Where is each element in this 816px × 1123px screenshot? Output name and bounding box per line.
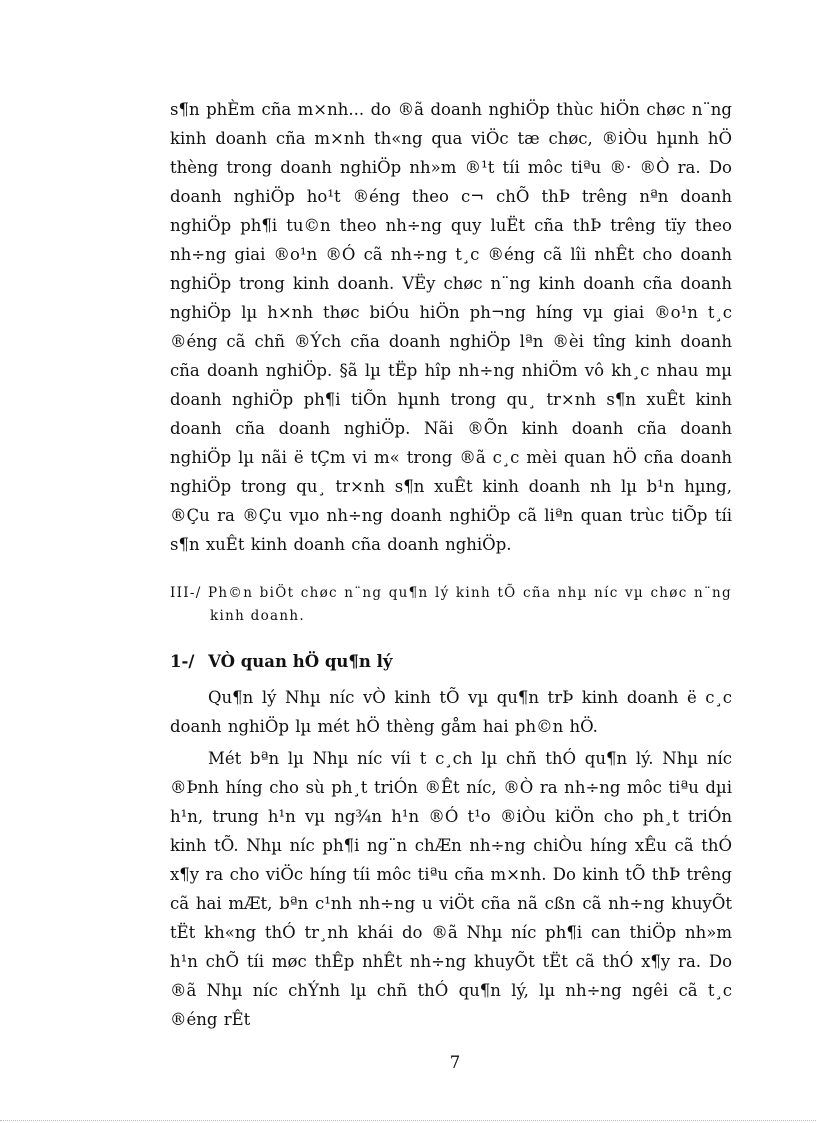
body-paragraph: s¶n phÈm cña m×nh... do ®ã doanh nghiÖp thùc hiÖn chøc n¨ng kinh doanh cña m×nh th«ng qua viÖc tæ chøc, ®iÒu hµnh hÖ thèng trong doanh nghiÖp nh»m ®¹t tíi môc tiªu ®· ®Ò ra. Do doanh nghiÖp ho¹t ®éng theo c¬ chÕ thÞ trêng nªn doanh nghiÖp ph¶i tu©n theo nh÷ng quy luËt cña thÞ trêng tïy theo nh÷ng giai ®o¹n ®Ó cã nh÷ng t¸c ®éng cã lîi nhÊt cho doanh nghiÖp trong kinh doanh. VËy chøc n¨ng kinh doanh cña doanh nghiÖp lµ h×nh thøc biÓu hiÖn ph¬ng híng vµ giai ®o¹n t¸c ®éng cã chñ ®Ých cña doanh nghiÖp lªn ®èi tîng kinh doanh cña doanh nghiÖp. §ã lµ tËp hîp nh÷ng nhiÖm vô kh¸c nhau mµ doanh nghiÖp ph¶i tiÕn hµnh trong qu¸ tr×nh s¶n xuÊt kinh doanh cña doanh nghiÖp. Nãi ®Õn kinh doanh cña doanh nghiÖp lµ nãi ë tÇm vi m« trong ®ã c¸c mèi quan hÖ cña doanh nghiÖp trong qu¸ tr×nh s¶n xuÊt kinh doanh nh lµ b¹n hµng, ®Çu ra ®Çu vµo nh÷ng doanh nghiÖp cã liªn quan trùc tiÕp tíi s¶n xuÊt kinh doanh cña doanh nghiÖp. bbox=[170, 100, 732, 554]
subsection-heading bbox=[170, 647, 732, 676]
subsection-heading-block bbox=[170, 647, 732, 676]
body-paragraph: Mét bªn lµ Nhµ níc víi t c¸ch lµ chñ thÓ qu¶n lý. Nhµ níc ®Þnh híng cho sù ph¸t triÓn ®Êt níc, ®Ò ra nh÷ng môc tiªu dµi h¹n, trung h¹n vµ ng¾n h¹n ®Ó t¹o ®iÒu kiÖn cho ph¸t triÓn kinh tÕ. Nhµ níc ph¶i ng¨n chÆn nh÷ng chiÒu híng xÊu cã thÓ x¶y ra cho viÖc híng tíi môc tiªu cña m×nh. Do kinh tÕ thÞ trêng cã hai mÆt, bªn c¹nh nh÷ng u viÖt cña nã cßn cã nh÷ng khuyÕt tËt kh«ng thÓ tr¸nh khái do ®ã Nhµ níc ph¶i can thiÖp nh»m h¹n chÕ tíi møc thÊp nhÊt nh÷ng khuyÕt tËt cã thÓ x¶y ra. Do ®ã Nhµ níc chÝnh lµ chñ thÓ qu¶n lý, lµ nh÷ng ngêi cã t¸c ®éng rÊt bbox=[170, 749, 732, 1029]
subsection-title: VÒ quan hÖ qu¶n lý bbox=[208, 652, 393, 671]
section-heading-block bbox=[170, 582, 732, 628]
body-paragraph: Qu¶n lý Nhµ níc vÒ kinh tÕ vµ qu¶n trÞ kinh doanh ë c¸c doanh nghiÖp lµ mét hÖ thèng gåm hai ph©n hÖ. bbox=[170, 688, 732, 736]
body-text-top bbox=[170, 95, 732, 559]
page-bottom-divider bbox=[0, 1120, 816, 1121]
section-heading: III-/ Ph©n biÖt chøc n¨ng qu¶n lý kinh tÕ cña nhµ níc vµ chøc n¨ng kinh doanh. bbox=[170, 585, 732, 624]
body-text-bottom bbox=[170, 683, 732, 1034]
page-number: 7 bbox=[449, 1053, 461, 1072]
subsection-number: 1-/ bbox=[170, 652, 195, 671]
